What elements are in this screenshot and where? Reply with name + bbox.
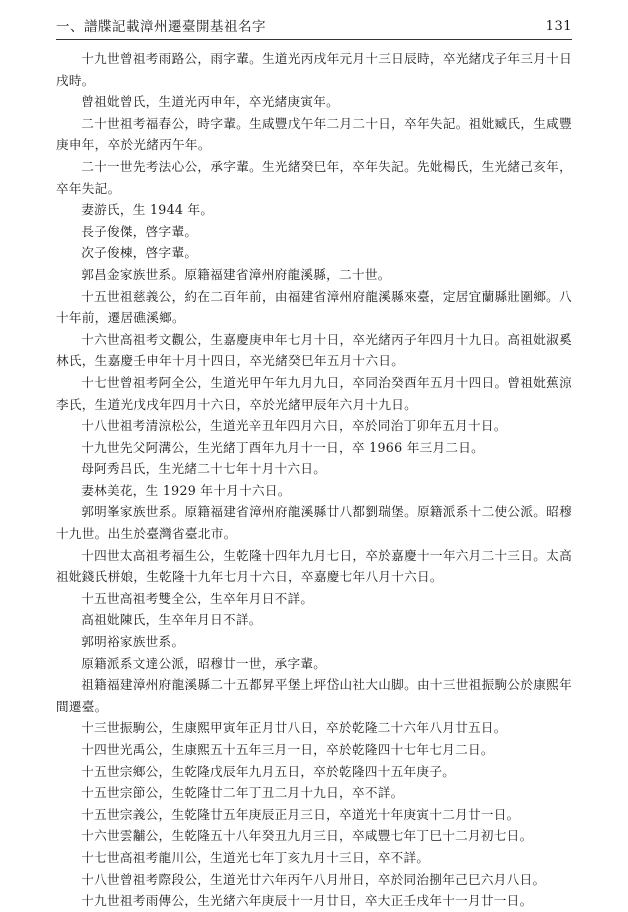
paragraph: 二十世祖考福春公，時字輩。生咸豐戊午年二月二十日，卒年失記。祖妣臧氏，生咸豐庚申年，卒於光緒丙午年。 (56, 115, 572, 153)
paragraph: 十六世高祖考文觀公，生嘉慶庚申年七月十日，卒光緒丙子年四月十九日。高祖妣淑奚林氏，生嘉慶壬申年十月十四日，卒光緒癸巳年五月十六日。 (56, 331, 572, 369)
paragraph: 祖籍福建漳州府龍溪縣二十五都昇平堡上坪岱山社大山脚。由十三世祖振駒公於康熙年間遷臺。 (56, 677, 572, 714)
section-title: 一、譜牒記載漳州遷臺開基祖名字 (56, 19, 266, 35)
paragraph: 妻游氏，生 1944 年。 (81, 202, 214, 218)
paragraph: 十五世宗義公，生乾隆廿五年庚辰正月三日，卒道光十年庚寅十二月廿一日。 (81, 806, 520, 822)
paragraph: 十四世太高祖考福生公，生乾隆十四年九月七日，卒於嘉慶十一年六月二十三日。太高祖妣錢氏栟娘，生乾隆十九年七月十六日，卒嘉慶七年八月十六日。 (56, 547, 572, 585)
paragraph: 十五世宗節公，生乾隆廿二年丁丑二月十九日，卒不詳。 (81, 785, 404, 801)
paragraph: 十五世宗鄉公，生乾隆戊辰年九月五日，卒於乾隆四十五年庚子。 (81, 763, 456, 779)
paragraph: 長子俊傑，啓字輩。 (81, 223, 198, 239)
paragraph: 次子俊棟，啓字輩。 (81, 245, 198, 261)
paragraph: 十六世雲黼公，生乾隆五十八年癸丑九月三日，卒咸豐七年丁巳十二月初七日。 (81, 828, 533, 844)
paragraph: 曾祖妣曾氏，生道光丙申年，卒光緒庚寅年。 (81, 94, 340, 110)
paragraph: 原籍派系文達公派，昭穆廿一世，承字輩。 (81, 655, 327, 671)
paragraph: 十七世高祖考龍川公，生道光七年丁亥九月十三日，卒不詳。 (81, 849, 430, 865)
paragraph: 母阿秀吕氏，生光緒二十七年十月十六日。 (81, 461, 327, 477)
paragraph: 十五世高祖考雙全公，生卒年月日不詳。 (81, 590, 314, 606)
paragraph: 妻林美花，生 1929 年十月十六日。 (81, 482, 291, 498)
paragraph: 郭昌金家族世系。原籍福建省漳州府龍溪縣，二十世。 (81, 266, 391, 282)
paragraph: 十九世祖考雨傳公，生光緒六年庚辰十一月廿日，卒大正壬戌年十一月廿一日。 (81, 893, 533, 909)
paragraph: 十九世曾祖考雨路公，雨字輩。生道光丙戌年元月十三日辰時，卒光緒戊子年三月十日戌時。 (56, 51, 572, 88)
paragraph: 高祖妣陳氏，生卒年月日不詳。 (81, 612, 262, 628)
paragraph: 十三世振駒公，生康熙甲寅年正月廿八日，卒於乾隆二十六年八月廿五日。 (81, 720, 507, 736)
paragraph: 十七世曾祖考阿全公，生道光甲午年九月九日，卒同治癸酉年五月十四日。曾祖妣蕉涼李氏，生道光戊戌年四月十六日，卒於光緒甲辰年六月十九日。 (56, 374, 572, 412)
paragraph: 十八世祖考清涼松公，生道光辛丑年四月六日，卒於同治丁卯年五月十日。 (81, 418, 507, 434)
genealogy-text (56, 48, 572, 912)
paragraph: 郭明峯家族世系。原籍福建省漳州府龍溪縣廿八都劉瑞堡。原籍派系十二使公派。昭穆十九世。出生於臺灣省臺北市。 (56, 504, 572, 542)
page-number: 131 (545, 19, 572, 34)
paragraph: 十八世曾祖考際段公，生道光廿六年丙午八月卅日，卒於同治捌年己巳六月八日。 (81, 871, 546, 887)
paragraph: 十五世祖慈義公，約在二百年前，由福建省漳州府龍溪縣來臺，定居宜蘭縣壯圍鄉。八十年前，遷居礁溪鄉。 (56, 288, 572, 326)
paragraph: 十四世光禹公，生康熙五十五年三月一日，卒於乾隆四十七年七月二日。 (81, 742, 494, 757)
paragraph: 郭明裕家族世系。 (81, 634, 185, 650)
running-header (56, 18, 572, 40)
paragraph: 二十一世先考法心公，承字輩。生光緒癸巳年，卒年失記。先妣楊氏，生光緒己亥年，卒年失記。 (56, 158, 572, 196)
paragraph: 十九世先父阿溝公，生光緒丁酉年九月十一日，卒 1966 年三月二日。 (81, 439, 485, 455)
